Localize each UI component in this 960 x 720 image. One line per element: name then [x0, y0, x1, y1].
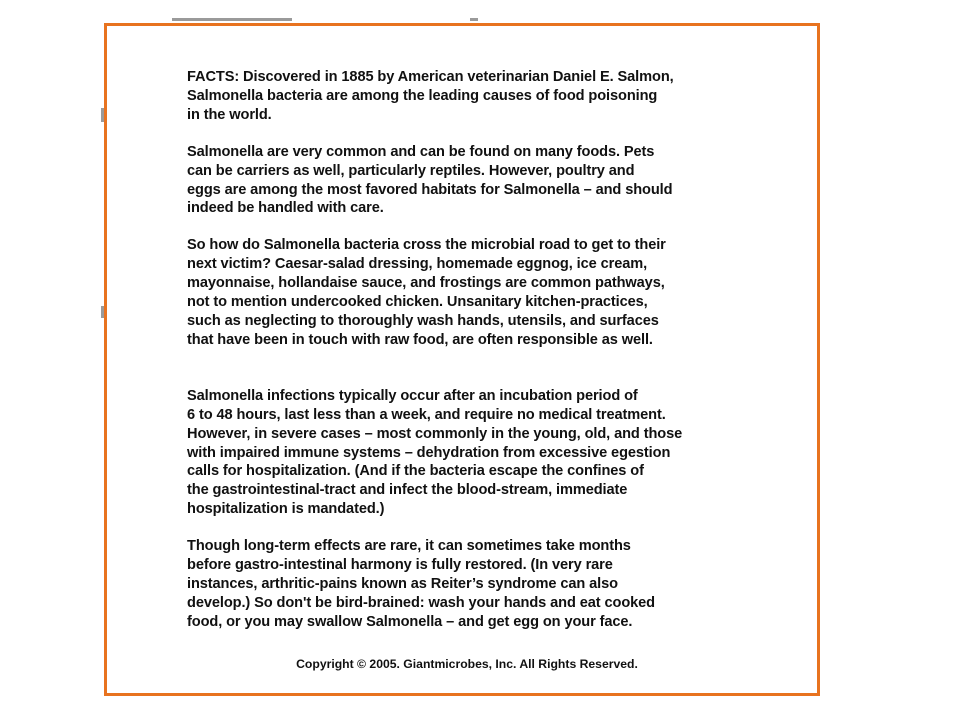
text-line: calls for hospitalization. (And if the bacteria escape the confines of — [187, 463, 644, 480]
text-line: not to mention undercooked chicken. Unsanitary kitchen-practices, — [187, 294, 648, 311]
text-line: Salmonella bacteria are among the leading causes of food poisoning — [187, 87, 658, 104]
text-line: with impaired immune systems – dehydration from excessive egestion — [187, 444, 671, 461]
text-line: indeed be handled with care. — [187, 200, 384, 217]
text-line: eggs are among the most favored habitats for Salmonella – and should — [187, 181, 673, 198]
text-line: However, in severe cases – most commonly in the young, old, and those — [187, 425, 683, 442]
text-line: hospitalization is mandated.) — [187, 501, 385, 518]
text-line: So how do Salmonella bacteria cross the microbial road to get to their — [187, 237, 666, 254]
text-line: develop.) So don't be bird-brained: wash your hands and eat cooked — [187, 594, 655, 611]
text-line: the gastrointestinal-tract and infect the blood-stream, immediate — [187, 482, 628, 499]
text-line: such as neglecting to thoroughly wash hands, utensils, and surfaces — [187, 312, 659, 329]
text-line: 6 to 48 hours, last less than a week, and require no medical treatment. — [187, 406, 666, 423]
text-line: next victim? Caesar-salad dressing, homemade eggnog, ice cream, — [187, 256, 648, 273]
text-line: food, or you may swallow Salmonella – and get egg on your face. — [187, 613, 633, 630]
text-line: in the world. — [187, 106, 272, 123]
facts-card — [104, 23, 820, 696]
facts-text — [187, 68, 797, 632]
scan-artifact-top — [172, 18, 292, 21]
scan-artifact-top-small — [470, 18, 478, 21]
paragraph-effects — [187, 537, 797, 632]
paragraph-infections — [187, 387, 797, 519]
text-line: FACTS: Discovered in 1885 by American veterinarian Daniel E. Salmon, — [187, 69, 674, 85]
text-line: Salmonella are very common and can be found on many foods. Pets — [187, 143, 655, 160]
text-line: that have been in touch with raw food, are often responsible as well. — [187, 331, 653, 348]
text-line: instances, arthritic-pains known as Reiter’s syndrome can also — [187, 575, 618, 592]
text-line: can be carriers as well, particularly reptiles. However, poultry and — [187, 162, 635, 179]
text-line: Salmonella infections typically occur after an incubation period of — [187, 387, 638, 404]
paragraph-facts — [187, 68, 797, 125]
text-line: before gastro-intestinal harmony is fully restored. (In very rare — [187, 557, 613, 574]
text-line: Though long-term effects are rare, it can sometimes take months — [187, 538, 631, 555]
text-line: mayonnaise, hollandaise sauce, and frostings are common pathways, — [187, 275, 665, 292]
paragraph-pathways — [187, 236, 797, 349]
copyright-notice: Copyright © 2005. Giantmicrobes, Inc. All Rights Reserved. — [296, 657, 638, 671]
paragraph-habitats — [187, 143, 797, 219]
